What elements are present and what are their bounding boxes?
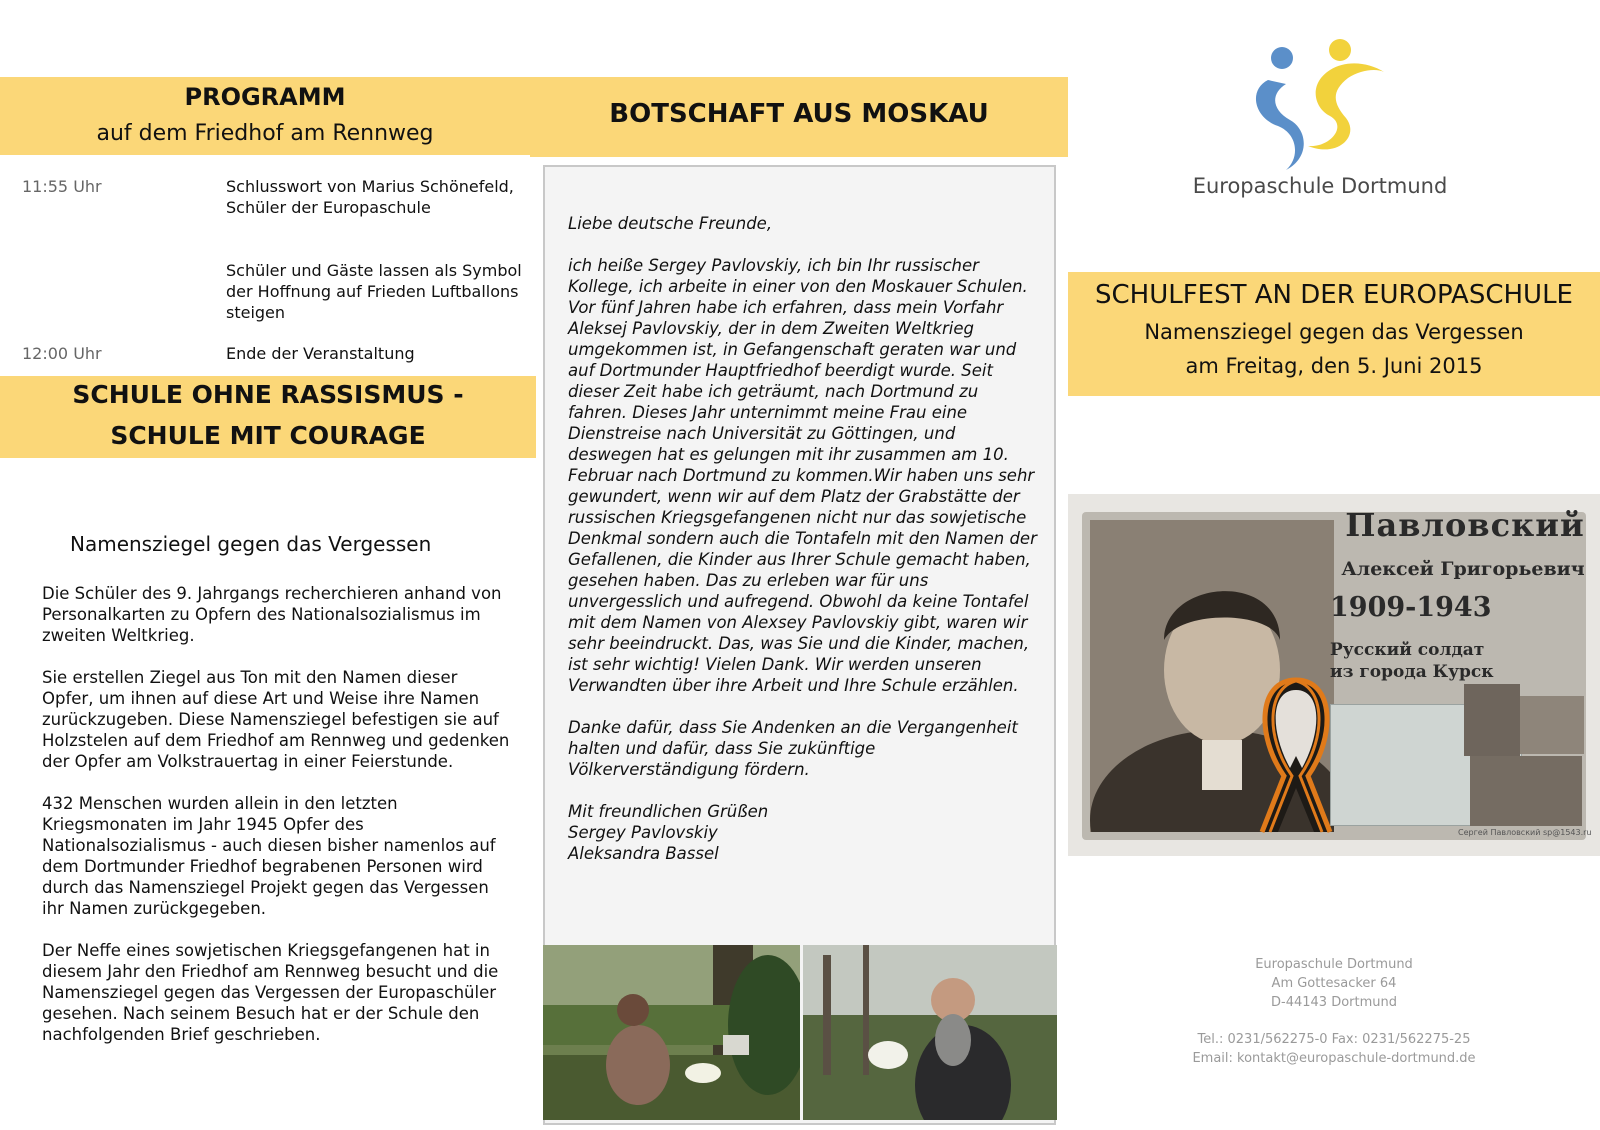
cemetery-photo-right <box>803 945 1057 1120</box>
moscow-title: BOTSCHAFT AUS MOSKAU <box>609 99 989 129</box>
memorial-caption-1: Русский солдат <box>1330 640 1485 660</box>
st-george-ribbon-icon <box>1248 676 1344 836</box>
memorial-caption-2: из города Курск <box>1330 662 1494 682</box>
body-paragraph-1: Die Schüler des 9. Jahrgangs recherchieren anhand von Personalkarten zu Opfern des Nationalsozialismus im zweiten Weltkrieg. <box>42 584 502 645</box>
letter-closing: Mit freundlichen Grüßen <box>568 802 769 821</box>
memorial-name: Павловский <box>1345 506 1585 544</box>
body-paragraph-2: Sie erstellen Ziegel aus Ton mit den Namen dieser Opfer, um ihnen auf diese Art und Weise ihre Namen zurückzugeben. Diese Namensziegel befestigen sie auf Holzstelen auf dem Friedhof am Rennweg und gedenken der Opfer am Volkstrauertag in einer Feierstunde. <box>42 668 510 771</box>
logo-text: Europaschule Dortmund <box>1192 174 1448 198</box>
schedule-time-3: 12:00 Uhr <box>22 344 102 363</box>
schedule-text-3: Ende der Veranstaltung <box>226 344 415 363</box>
footer-address <box>1068 955 1600 1068</box>
body-paragraph-4: Der Neffe eines sowjetischen Kriegsgefangenen hat in diesem Jahr den Friedhof am Rennweg besucht und die Namensziegel gegen das Vergessen der Europaschüler gesehen. Nach seinem Besuch hat er der Schule den nachfolgenden Brief geschrieben. <box>42 941 499 1044</box>
school-logo <box>1190 38 1450 213</box>
small-photo-2 <box>1520 696 1584 754</box>
logo-figures-icon <box>1190 38 1450 173</box>
memorial-credit: Сергей Павловский sp@1543.ru <box>1458 828 1592 837</box>
schulfest-line-2: Namensziegel gegen das Vergessen <box>1144 320 1524 344</box>
schedule-text-1: Schlusswort von Marius Schönefeld, Schüler der Europaschule <box>226 177 514 217</box>
letter-text <box>568 213 1038 864</box>
racism-line-2: SCHULE MIT COURAGE <box>110 421 426 450</box>
memorial-years: 1909-1943 <box>1330 592 1492 623</box>
footer-line-3: D-44143 Dortmund <box>1271 995 1397 1010</box>
program-header <box>0 77 530 155</box>
racism-header <box>0 376 536 458</box>
body-heading: Namensziegel gegen das Vergessen <box>70 532 432 556</box>
moscow-header <box>530 77 1068 157</box>
program-title: PROGRAMM <box>184 83 346 111</box>
footer-email: Email: kontakt@europaschule-dortmund.de <box>1192 1051 1476 1066</box>
footer-line-1: Europaschule Dortmund <box>1255 957 1413 972</box>
footer-phone: Tel.: 0231/562275-0 Fax: 0231/562275-25 <box>1197 1032 1471 1047</box>
cemetery-photo-left <box>543 945 800 1120</box>
footer-line-2: Am Gottesacker 64 <box>1271 976 1397 991</box>
racism-line-1: SCHULE OHNE RASSISMUS - <box>72 380 464 409</box>
memorial-fullname: Алексей Григорьевич <box>1341 558 1585 580</box>
memorial-image <box>1068 494 1600 856</box>
small-photo-3 <box>1470 756 1582 826</box>
schulfest-line-3: am Freitag, den 5. Juni 2015 <box>1185 354 1483 378</box>
schedule-text-2: Schüler und Gäste lassen als Symbol der Hoffnung auf Frieden Luftballons steigen <box>226 261 522 322</box>
letter-greeting: Liebe deutsche Freunde, <box>568 214 773 233</box>
schedule-time-1: 11:55 Uhr <box>22 177 102 196</box>
letter-thanks: Danke dafür, dass Sie Andenken an die Vergangenheit halten und dafür, dass Sie zukünftige Völkerverständigung fördern. <box>568 718 1018 779</box>
small-photo-1 <box>1464 684 1520 756</box>
letter-sign-2: Aleksandra Bassel <box>568 844 719 863</box>
schulfest-header <box>1068 272 1600 396</box>
letter-body: ich heiße Sergey Pavlovskiy, ich bin Ihr russischer Kollege, ich arbeite in einer von den Moskauer Schulen. Vor fünf Jahren habe ich erfahren, dass mein Vorfahr Aleksej Pavlovskiy, der in dem Zweiten Weltkrieg umgekommen ist, in Gefangenschaft geraten war und auf Dortmunder Hauptfriedhof beerdigt wurde. Seit dieser Zeit habe ich geträumt, nach Dortmund zu fahren. Dieses Jahr unternimmt meine Frau eine Dienstreise nach Universität zu Göttingen, und deswegen hat es gelungen mit ihr zusammen am 10. Februar nach Dortmund zu kommen.Wir haben uns sehr gewundert, wenn wir auf dem Platz der Grabstätte der russischen Kriegsgefangenen nicht nur das sowjetische Denkmal sondern auch die Tontafeln mit den Namen der Gefallenen, die Kinder aus Ihrer Schule gemacht haben, gesehen haben. Das zu erleben war für uns unvergesslich und aufregend. Obwohl da keine Tontafel mit dem Namen von Alexsey Pavlovskiy gibt, waren wir sehr beeindruckt. Das, was Sie und die Kinder, machen, ist sehr wichtig! Vielen Dank. Wir werden unseren Verwandten über ihre Arbeit und Ihre Schule erzählen. <box>568 256 1037 695</box>
body-text <box>42 583 512 1066</box>
schulfest-title: SCHULFEST AN DER EUROPASCHULE <box>1095 280 1573 310</box>
program-subtitle: auf dem Friedhof am Rennweg <box>96 121 434 146</box>
letter-sign-1: Sergey Pavlovskiy <box>568 823 718 842</box>
body-paragraph-3: 432 Menschen wurden allein in den letzten Kriegsmonaten im Jahr 1945 Opfer des Nationalsozialismus - auch diesen bisher namenlos auf dem Dortmunder Friedhof begrabenen Personen wird durch das Namensziegel Projekt gegen das Vergessen ihr Namen zurückgegeben. <box>42 794 496 918</box>
